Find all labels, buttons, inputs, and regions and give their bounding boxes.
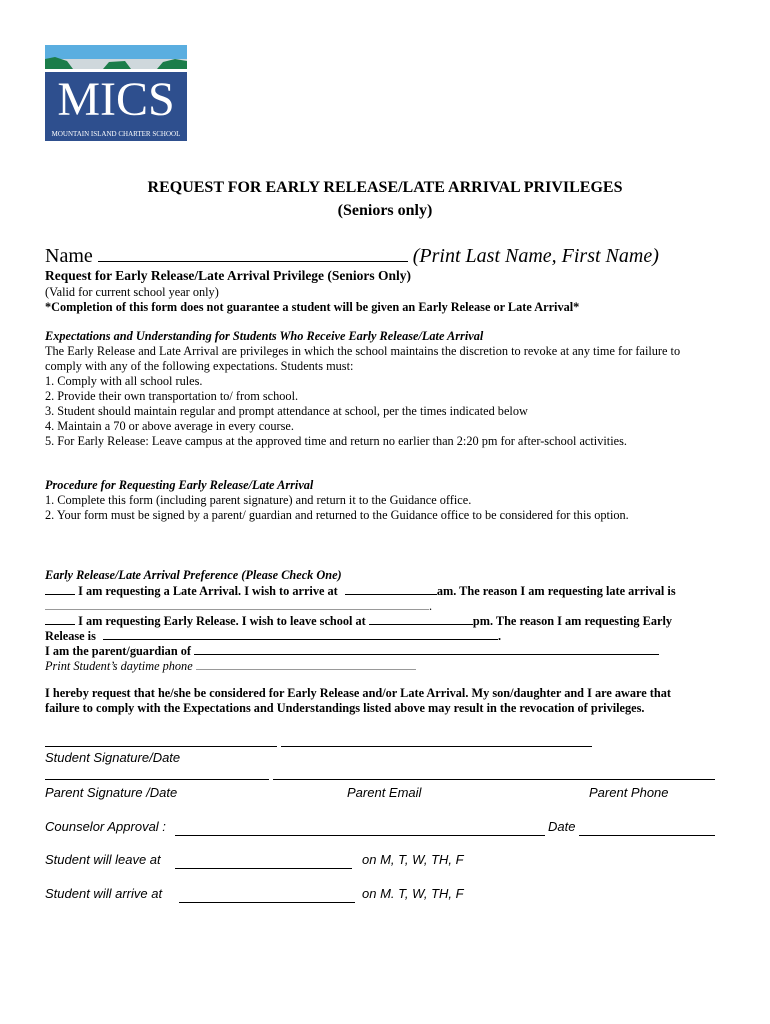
request-heading: Request for Early Release/Late Arrival Privilege (Seniors Only) (45, 268, 412, 283)
disclaimer: *Completion of this form does not guarantee a student will be given an Early Release or Late Arrival* (45, 300, 580, 314)
arrive-time-label: Student will arrive at (45, 886, 163, 901)
early-release-reason-label: pm. The reason I am requesting Early (472, 614, 673, 628)
student-date-line[interactable] (281, 746, 592, 747)
expectation-item: 3. Student should maintain regular and prompt attendance at school, per the times indicated below (45, 404, 528, 418)
leave-time-label: Student will leave at (45, 852, 161, 867)
expectation-item: 4. Maintain a 70 or above average in every course. (45, 419, 294, 433)
procedure-item: 2. Your form must be signed by a parent/ guardian and returned to the Guidance office to be considered for this option. (45, 508, 629, 522)
phone-field[interactable] (196, 658, 416, 670)
late-arrival-reason-label: am. The reason I am requesting late arrival is (436, 584, 676, 598)
parent-phone-label: Parent Phone (589, 785, 669, 800)
parent-signature-line[interactable] (45, 779, 269, 780)
early-reason-label: Release is (45, 629, 96, 643)
student-signature-label: Student Signature/Date (45, 750, 181, 765)
page-title: REQUEST FOR EARLY RELEASE/LATE ARRIVAL PRIVILEGES (147, 179, 623, 196)
expectations-intro: The Early Release and Late Arrival are privileges in which the school maintains the discretion to revoke at any time for failure to (45, 344, 681, 358)
procedure-item: 1. Complete this form (including parent signature) and return it to the Guidance office. (45, 493, 472, 507)
expectation-item: 1. Comply with all school rules. (45, 374, 203, 388)
early-reason-field[interactable] (103, 628, 498, 640)
guardian-row (45, 643, 659, 659)
request-statement: I hereby request that he/she be considered for Early Release and/or Late Arrival. My son/daughter and I are aware that (45, 686, 671, 700)
late-arrival-checkbox[interactable] (45, 583, 75, 595)
parent-contact-line[interactable] (273, 779, 715, 780)
logo-school-name: MOUNTAIN ISLAND CHARTER SCHOOL (51, 130, 181, 138)
parent-signature-label: Parent Signature /Date (45, 785, 178, 800)
request-statement-2: failure to comply with the Expectations and Understandings listed above may result in the revocation of privileges. (45, 701, 645, 715)
early-release-text: I am requesting Early Release. I wish to leave school at (78, 614, 366, 628)
leave-days: on M, T, W, TH, F (362, 852, 464, 867)
preference-heading: Early Release/Late Arrival Preference (Please Check One) (45, 568, 342, 582)
early-reason-row: Release is . (45, 629, 502, 643)
late-reason-row: . (45, 598, 432, 614)
leave-time-field[interactable] (369, 613, 473, 625)
leave-time-line[interactable] (175, 868, 352, 869)
phone-row (45, 658, 416, 674)
expectations-heading: Expectations and Understanding for Students Who Receive Early Release/Late Arrival (45, 329, 484, 343)
name-row (45, 244, 659, 268)
guardian-field[interactable] (194, 643, 659, 655)
guardian-label: I am the parent/guardian of (45, 644, 191, 658)
arrival-time-field[interactable] (345, 583, 437, 595)
mics-logo (45, 45, 187, 141)
early-release-row (45, 613, 672, 629)
expectation-item: 2. Provide their own transportation to/ from school. (45, 389, 299, 403)
late-arrival-text: I am requesting a Late Arrival. I wish to arrive at (78, 584, 338, 598)
counselor-date-label: Date (548, 819, 576, 834)
parent-email-label: Parent Email (347, 785, 422, 800)
late-reason-field[interactable] (45, 598, 429, 610)
counselor-date-line[interactable] (579, 835, 715, 836)
phone-label: Print Student’s daytime phone (45, 659, 193, 673)
name-hint: (Print Last Name, First Name) (412, 245, 659, 267)
logo-letters: MICS (57, 73, 175, 126)
validity-note: (Valid for current school year only) (45, 285, 219, 299)
page-subtitle: (Seniors only) (337, 202, 433, 219)
name-field[interactable] (98, 244, 408, 262)
early-release-checkbox[interactable] (45, 613, 75, 625)
expectations-intro-2: comply with any of the following expectations. Students must: (45, 359, 354, 373)
arrive-time-line[interactable] (179, 902, 355, 903)
procedure-heading: Procedure for Requesting Early Release/Late Arrival (45, 478, 314, 492)
expectation-item: 5. For Early Release: Leave campus at the approved time and return no earlier than 2:20 pm for after-school activities. (45, 434, 627, 448)
late-arrival-row (45, 583, 676, 599)
name-label: Name (45, 245, 93, 267)
student-signature-line[interactable] (45, 746, 277, 747)
arrive-days: on M. T, W, TH, F (362, 886, 464, 901)
counselor-approval-label: Counselor Approval : (45, 819, 166, 834)
counselor-approval-line[interactable] (175, 835, 545, 836)
